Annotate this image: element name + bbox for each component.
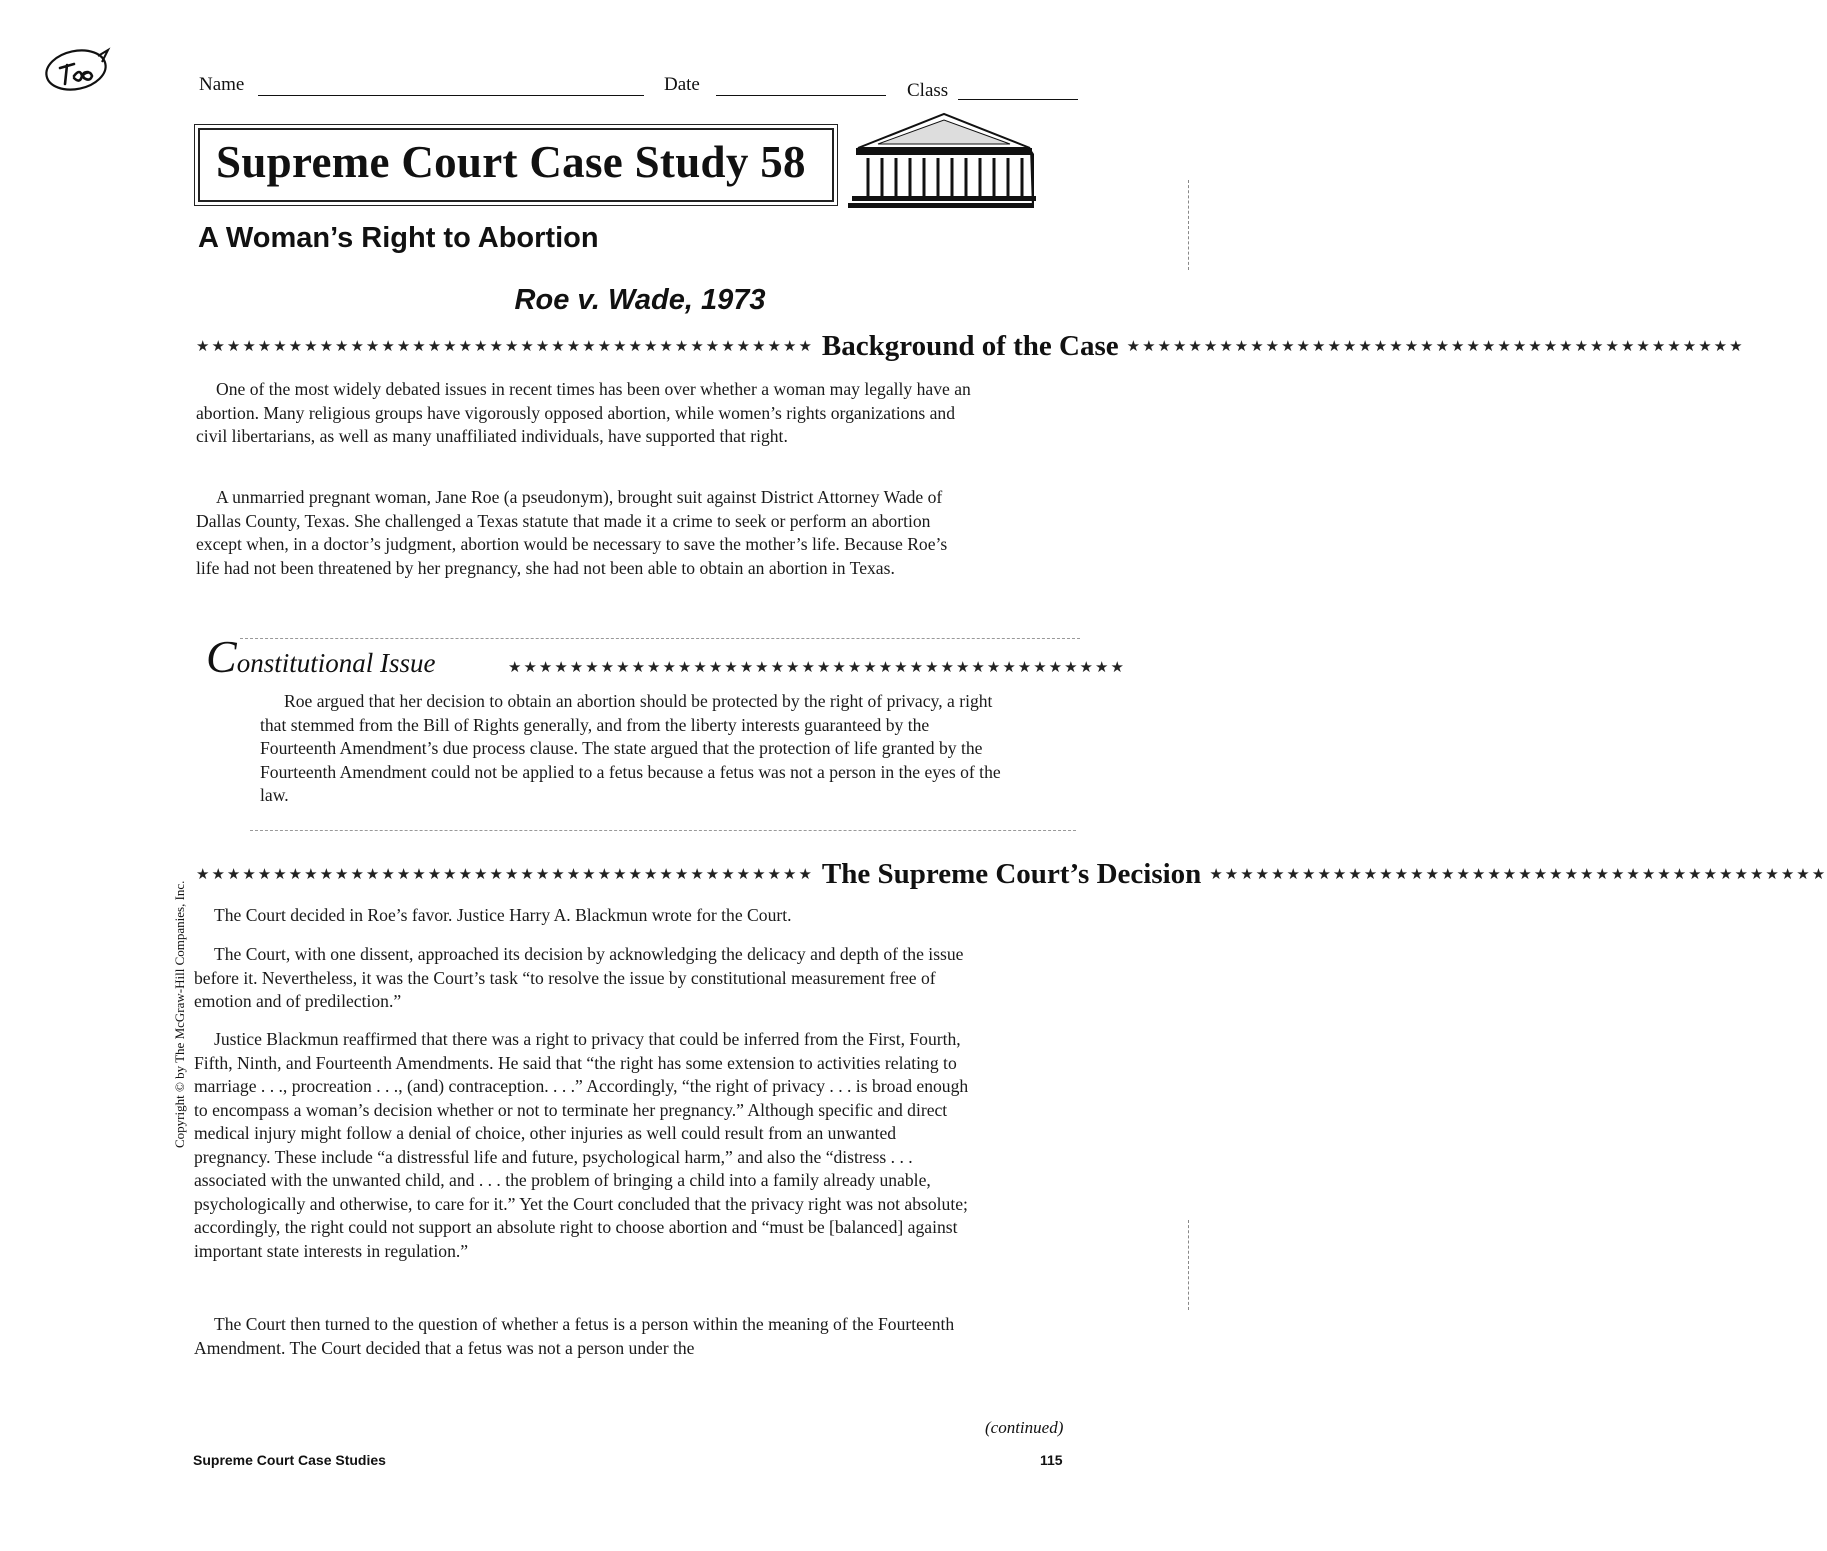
title-banner: [198, 128, 834, 202]
decision-paragraph-1: The Court decided in Roe’s favor. Justice Harry A. Blackmun wrote for the Court.: [214, 905, 792, 925]
continued-note: (continued): [985, 1418, 1064, 1437]
star-divider: ★★★★★★★★★★★★★★★★★★★★★★★★★★★★★★★★★★★★★★★★: [1126, 339, 1745, 355]
name-label: Name: [199, 74, 245, 95]
scan-edge-mark: [1188, 1220, 1189, 1310]
constitutional-paragraph: Roe argued that her decision to obtain an abortion should be protected by the right of privacy, a right that stemmed from the Bill of Rights generally, and from the liberty interests guaranteed by the Fourteenth Amendment’s due process clause. The state argued that the protection of life granted by the Fourteenth Amendment could not be applied to a fetus because a fetus was not a person in the eyes of the law.: [260, 691, 1001, 805]
background-title: Background of the Case: [821, 330, 1119, 362]
handwritten-logo-icon: [40, 40, 112, 96]
footer-book-title: Supreme Court Case Studies: [193, 1452, 386, 1468]
constitutional-title: [206, 630, 435, 683]
constitutional-title-initial: C: [206, 631, 237, 682]
case-name: Roe v. Wade, 1973: [514, 284, 766, 316]
background-heading: [196, 330, 1745, 363]
background-paragraph-1: One of the most widely debated issues in recent times has been over whether a woman may legally have an abortion. Many religious groups have vigorously opposed abortion, while women’s rights organizations and civil libertarians, as well as many unaffiliated individuals, have supported that right.: [196, 379, 971, 446]
decision-paragraph-2: The Court, with one dissent, approached its decision by acknowledging the delicacy and depth of the issue before it. Nevertheless, it was the Court’s task “to resolve the issue by constitutional measurement free of emotion and of predilection.”: [194, 944, 964, 1011]
background-paragraph-2: A unmarried pregnant woman, Jane Roe (a pseudonym), brought suit against District Attorney Wade of Dallas County, Texas. She challenged a Texas statute that made it a crime to seek or perform an abortion except when, in a doctor’s judgment, abortion would be necessary to save the mother’s life. Because Roe’s life had not been threatened by her pregnancy, she had not been able to obtain an abortion in Texas.: [196, 487, 948, 578]
subtitle: A Woman’s Right to Abortion: [198, 222, 599, 254]
star-divider: ★★★★★★★★★★★★★★★★★★★★★★★★★★★★★★★★★★★★★★★★: [196, 867, 814, 883]
class-field[interactable]: [958, 99, 1078, 100]
star-divider: ★★★★★★★★★★★★★★★★★★★★★★★★★★★★★★★★★★★★★★★★: [508, 660, 1126, 676]
date-label: Date: [664, 74, 700, 95]
page-title: Supreme Court Case Study 58: [216, 137, 806, 187]
star-divider: ★★★★★★★★★★★★★★★★★★★★★★★★★★★★★★★★★★★★★★★★: [1209, 867, 1827, 883]
scan-edge-mark: [1188, 180, 1189, 270]
name-field[interactable]: [258, 95, 644, 96]
constitutional-title-rest: onstitutional Issue: [236, 648, 436, 678]
decision-paragraph-3: Justice Blackmun reaffirmed that there was a right to privacy that could be inferred from the First, Fourth, Fifth, Ninth, and Fourteenth Amendments. He said that “the right has some extension to activities relating to marriage . . ., procreation . . ., (and) contraception. . . .” Accordingly, “the right of privacy . . . is broad enough to encompass a woman’s decision whether or not to terminate her pregnancy.” Although specific and direct medical injury might follow a denial of choice, other injuries as well could result from an unwanted pregnancy. These include “a distressful life and future, psychological harm,” and also the “distress . . . associated with the unwanted child, and . . . the problem of bringing a child into a family already unable, psychologically and otherwise, to care for it.” Yet the Court concluded that the privacy right was not absolute; accordingly, the right could not support an absolute right to choose abortion and “must be [balanced] against important state interests in regulation.”: [194, 1029, 969, 1261]
decision-title: The Supreme Court’s Decision: [821, 858, 1202, 890]
decision-heading: [196, 858, 1827, 891]
decision-paragraph-4: The Court then turned to the question of whether a fetus is a person within the meaning of the Fourteenth Amendment. The Court decided that a fetus was not a person under the: [194, 1314, 955, 1358]
courthouse-icon: [848, 108, 1034, 210]
class-label: Class: [907, 80, 949, 101]
constitutional-heading: [200, 630, 1126, 684]
dotted-border-bottom: [250, 830, 1076, 831]
star-divider: ★★★★★★★★★★★★★★★★★★★★★★★★★★★★★★★★★★★★★★★★: [196, 339, 814, 355]
copyright-notice: Copyright © by The McGraw-Hill Companies, Inc.: [172, 880, 187, 1148]
page-number: 115: [1040, 1452, 1063, 1468]
date-field[interactable]: [716, 95, 886, 96]
